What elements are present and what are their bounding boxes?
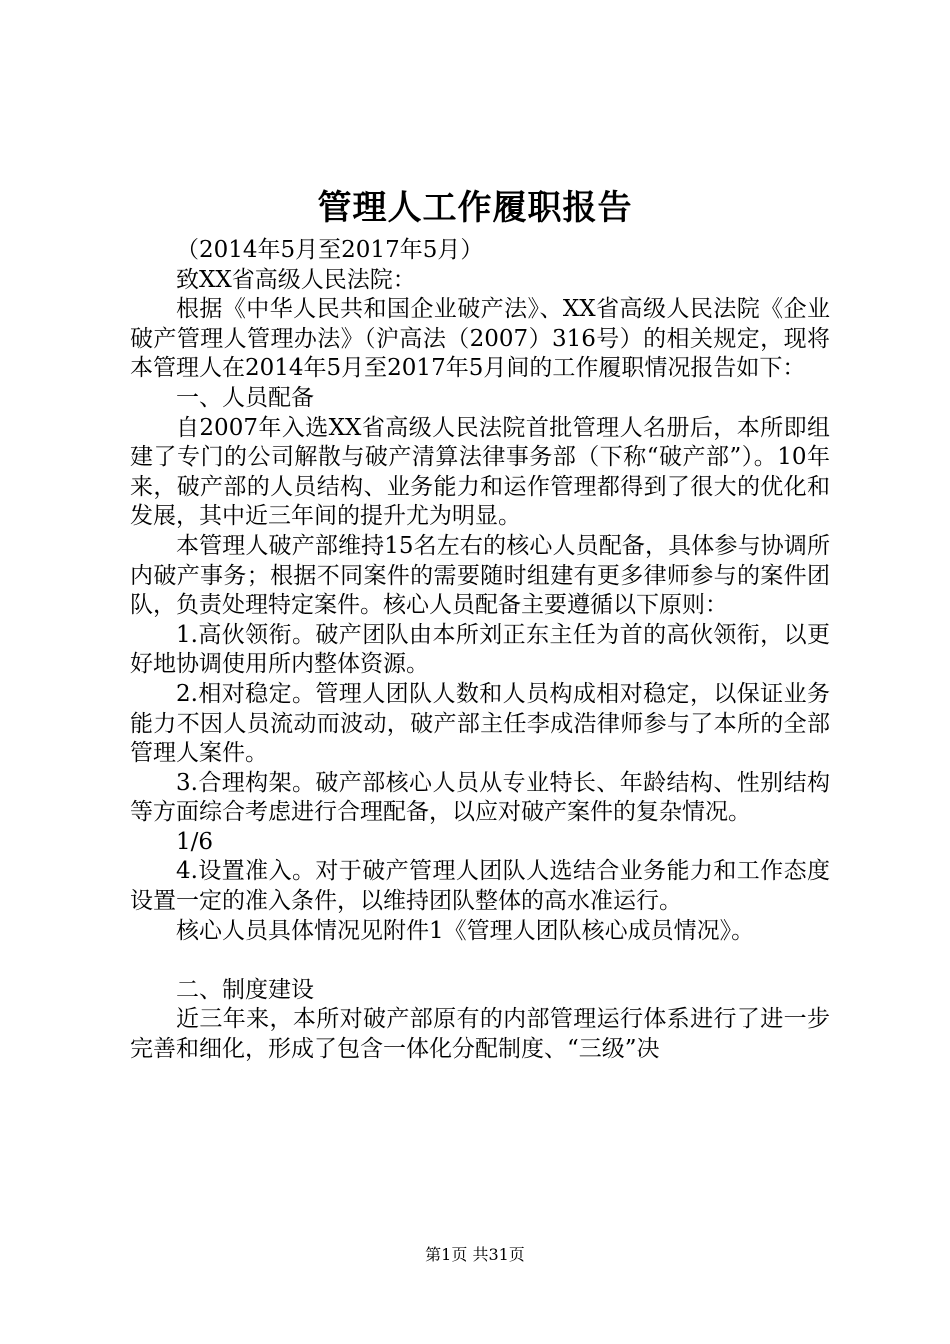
section-heading-systems: 二、制度建设: [176, 976, 314, 1003]
document-title: 管理人工作履职报告: [317, 188, 633, 228]
principle-item-2: 2.相对稳定。管理人团队人数和人员构成相对稳定，以保证业务能力不因人员流动而波动，破产部主任李成浩律师参与了本所的全部管理人案件。: [130, 680, 830, 767]
attachment-note-paragraph: 核心人员具体情况见附件1《管理人团队核心成员情况》。: [176, 917, 755, 944]
document-body: [130, 236, 830, 1065]
principle-item-1: 1.高伙领衔。破产团队由本所刘正东主任为首的高伙领衔，以更好地协调使用所内整体资源。: [130, 621, 830, 678]
body-paragraph: 本管理人破产部维持15名左右的核心人员配备，具体参与协调所内破产事务；根据不同案件的需要随时组建有更多律师参与的案件团队，负责处理特定案件。核心人员配备主要遵循以下原则：: [130, 532, 830, 619]
page-marker: 1/6: [176, 828, 214, 855]
principle-item-3: 3.合理构架。破产部核心人员从专业特长、年龄结构、性别结构等方面综合考虑进行合理配备，以应对破产案件的复杂情况。: [130, 769, 830, 826]
intro-paragraph: 根据《中华人民共和国企业破产法》、XX省高级人民法院《企业破产管理人管理办法》（沪高法（2007）316号）的相关规定，现将本管理人在2014年5月至2017年5月间的工作履职情况报告如下：: [130, 296, 830, 382]
principle-item-4: 4.设置准入。对于破产管理人团队人选结合业务能力和工作态度设置一定的准入条件，以维持团队整体的高水准运行。: [130, 858, 830, 915]
section-heading-staffing: 一、人员配备: [176, 384, 314, 411]
body-paragraph: 自2007年入选XX省高级人民法院首批管理人名册后，本所即组建了专门的公司解散与破产清算法律事务部（下称“破产部”）。10年来，破产部的人员结构、业务能力和运作管理都得到了很大的优化和发展，其中近三年间的提升尤为明显。: [130, 414, 830, 530]
date-range-paragraph: （2014年5月至2017年5月）: [176, 237, 484, 263]
page-footer: 第1页 共31页: [425, 1245, 525, 1264]
body-paragraph: 近三年来，本所对破产部原有的内部管理运行体系进行了进一步完善和细化，形成了包含一体化分配制度、“三级”决: [130, 1006, 830, 1063]
addressee-paragraph: 致XX省高级人民法院：: [176, 266, 416, 293]
